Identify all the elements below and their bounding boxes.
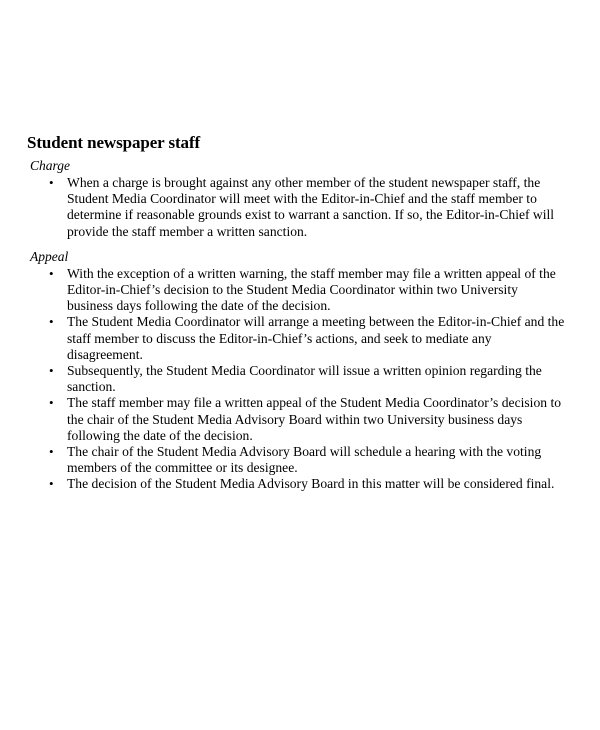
bullet-icon: • [49,175,54,190]
list-item-text: The staff member may file a written appeal of the Student Media Coordinator’s decision to the chair of the Student Media Advisory Board within two University business days following the date of the decision. [67,395,562,443]
list-item-text: When a charge is brought against any other member of the student newspaper staff, the Student Media Coordinator will meet with the Editor-in-Chief and the staff member to determine if reasonable grounds exist to warrant a sanction. If so, the Editor-in-Chief will provide the staff member a written sanction. [67,175,555,239]
section-heading-charge: Charge [30,158,70,173]
list-item [27,476,567,492]
section-charge [27,157,567,240]
list-item-text: The decision of the Student Media Advisory Board in this matter will be considered final. [67,476,555,492]
list-item [27,266,567,315]
bullet-icon: • [49,265,54,281]
list-item-text: Subsequently, the Student Media Coordinator will issue a written opinion regarding the sanction. [67,363,542,395]
document-body [27,133,567,493]
list-item-text: With the exception of a written warning, the staff member may file a written appeal of the Editor-in-Chief’s decision to the Student Media Coordinator within two University business days following the date of the decision. [67,265,556,314]
page-title: Student newspaper staff [27,133,201,152]
bullet-list-charge [27,175,567,240]
list-item [27,314,567,363]
list-item [27,395,567,444]
bullet-icon: • [49,314,54,330]
bullet-list-appeal [27,266,567,493]
bullet-icon: • [49,395,54,411]
section-appeal [27,248,567,493]
bullet-icon: • [49,444,54,460]
list-item [27,444,567,476]
list-item-text: The chair of the Student Media Advisory Board will schedule a hearing with the voting members of the committee or its designee. [67,444,542,476]
section-heading-appeal: Appeal [30,248,69,264]
list-item [27,363,567,395]
bullet-icon: • [49,363,54,379]
list-item [27,175,567,240]
list-item-text: The Student Media Coordinator will arrange a meeting between the Editor-in-Chief and the staff member to discuss the Editor-in-Chief’s actions, and seek to mediate any disagreement. [67,314,565,362]
bullet-icon: • [49,476,54,492]
